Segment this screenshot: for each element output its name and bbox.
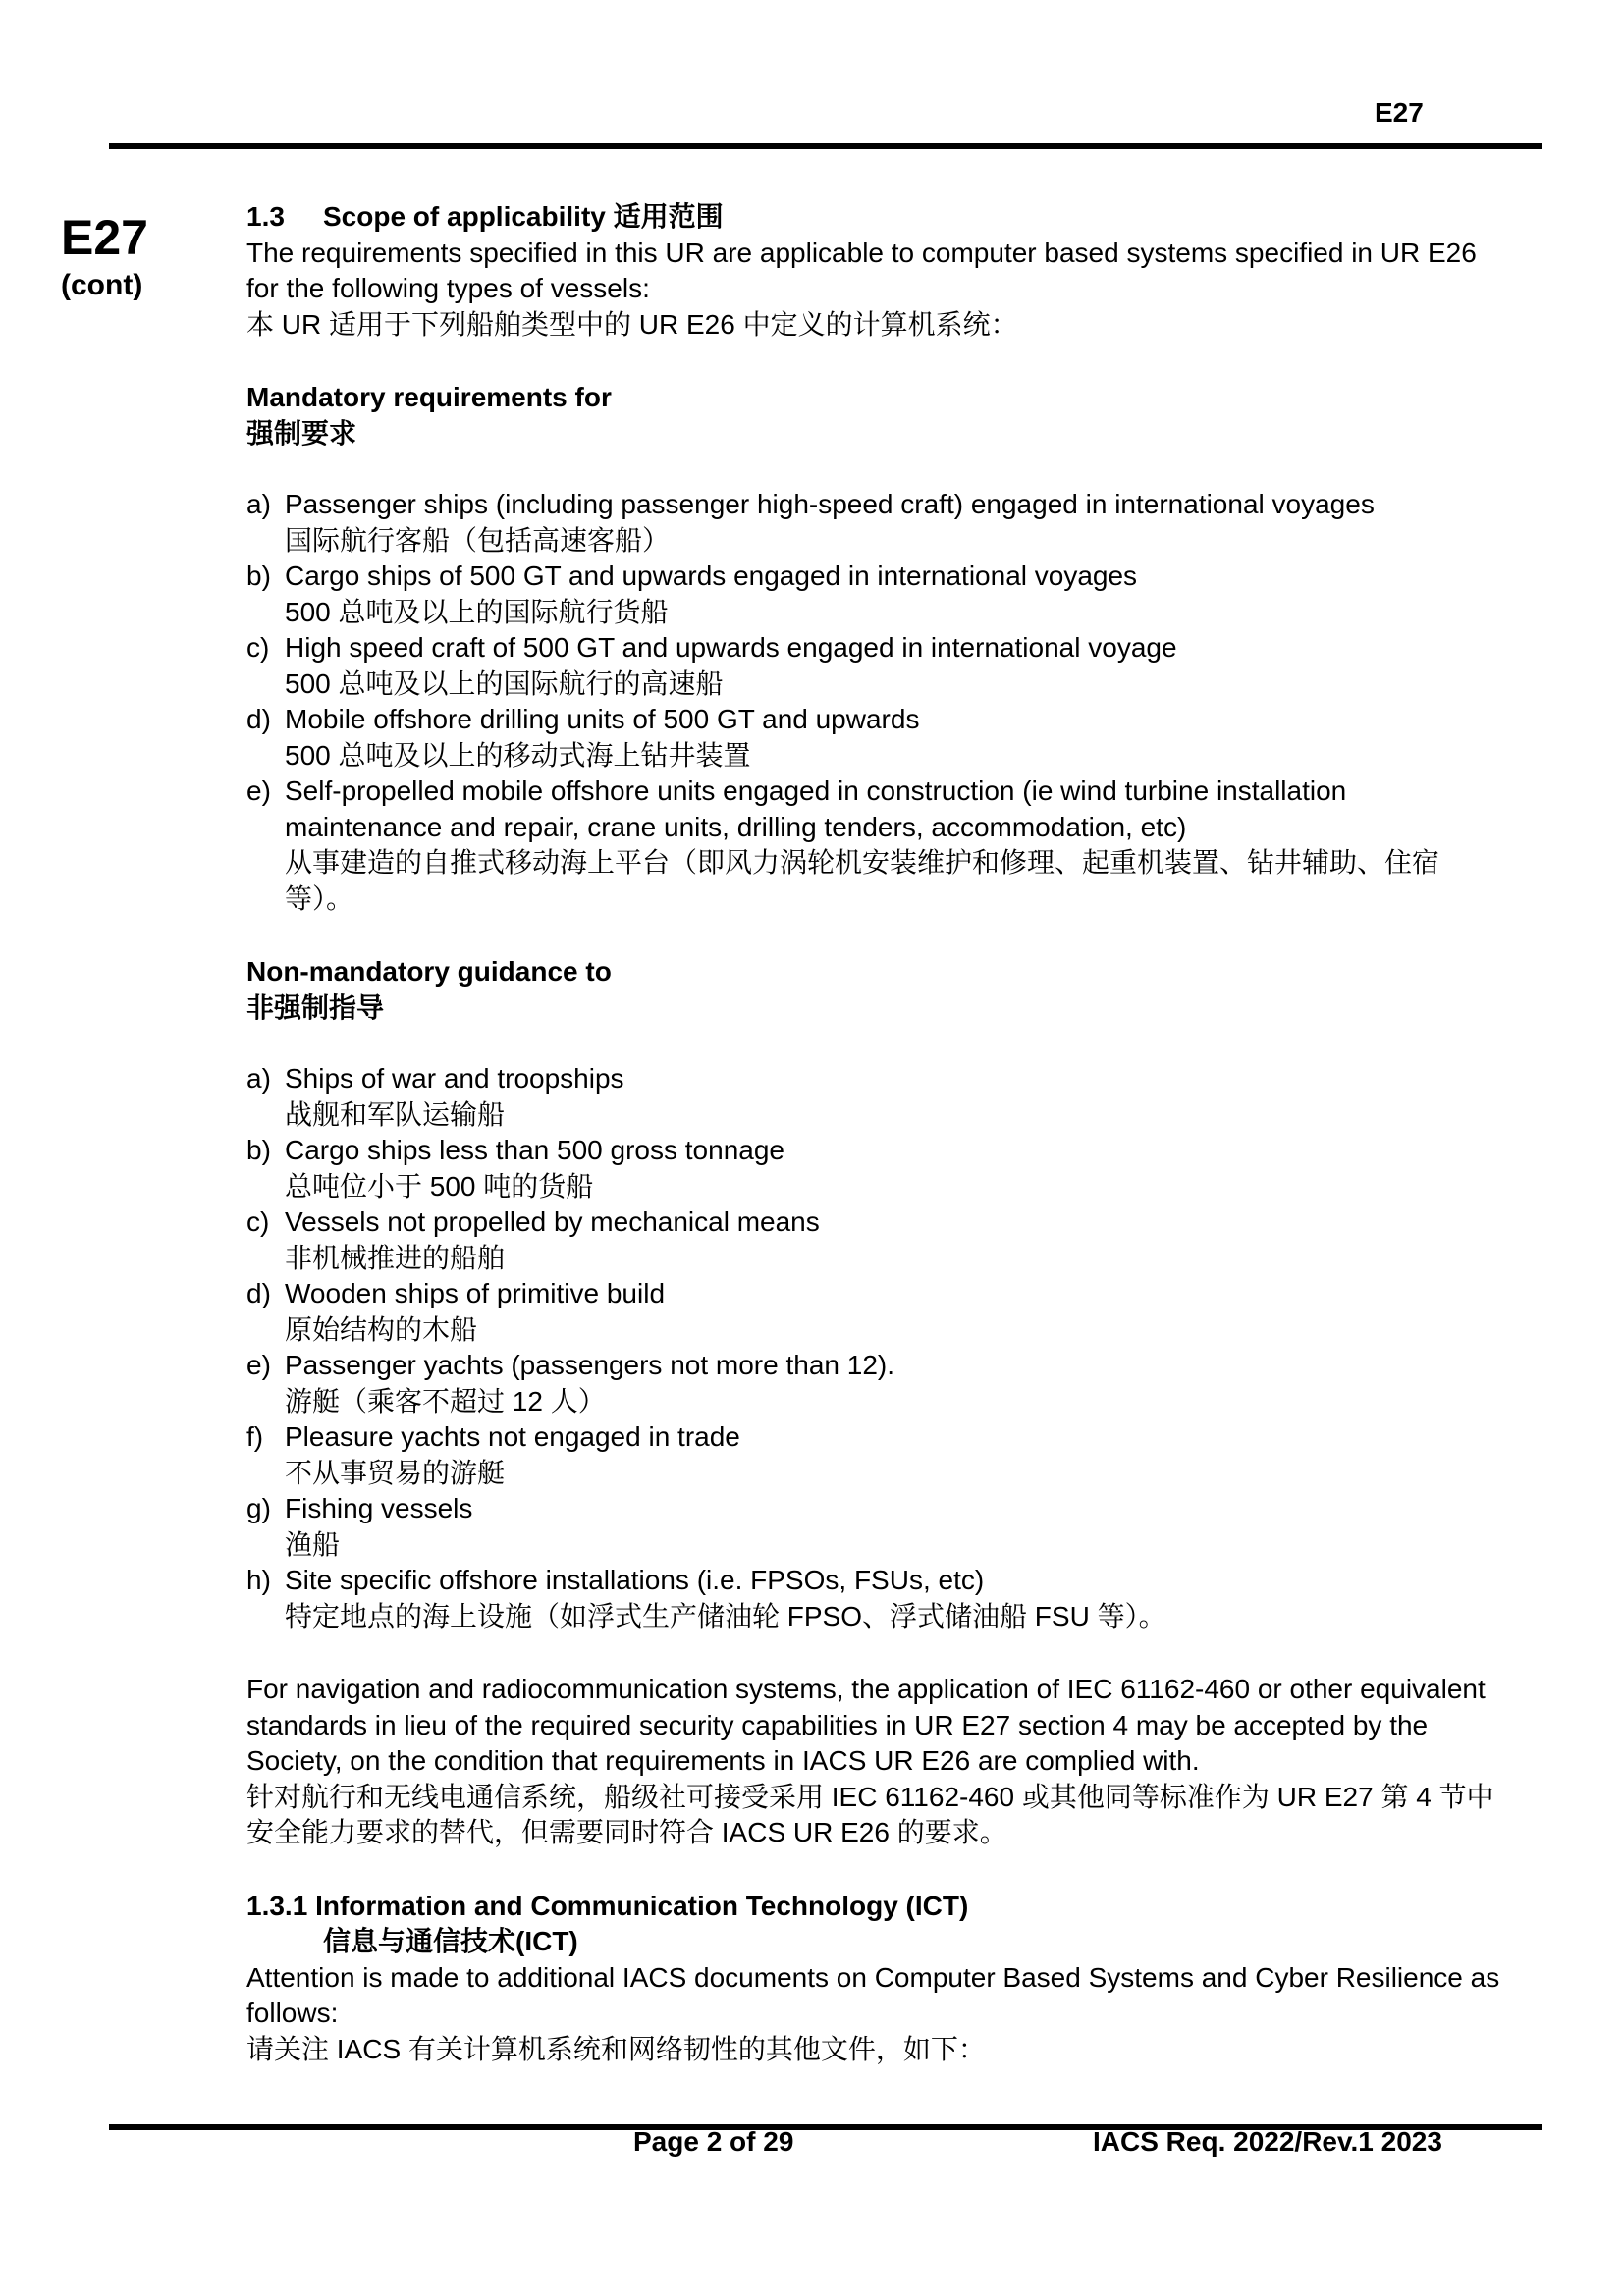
list-item-zh: 500 总吨及以上的移动式海上钻井装置 [285,739,751,771]
mandatory-list [246,487,1503,917]
list-marker: a) [246,1063,271,1094]
list-item-en: Mobile offshore drilling units of 500 GT and upwards [285,704,920,734]
main-content [246,199,1503,2067]
spacer [246,917,1503,954]
side-continued-label: (cont) [61,269,143,301]
list-item [246,1348,1503,1419]
guidance-heading-zh: 非强制指导 [246,991,385,1023]
list-item [246,630,1503,702]
list-item [246,1061,1503,1133]
list-item-en: Cargo ships less than 500 gross tonnage [285,1135,784,1165]
list-item-zh: 不从事贸易的游艇 [285,1457,506,1488]
subsection-body-en: Attention is made to additional IACS documents on Computer Based Systems and Cyber Resilience as follows: [246,1961,1500,2028]
list-item-zh: 非机械推进的船舶 [285,1242,506,1273]
section-heading [246,199,1503,236]
list-item [246,774,1503,917]
list-marker: g) [246,1493,271,1523]
list-marker: a) [246,489,271,519]
list-marker: h) [246,1565,271,1595]
list-item-zh: 国际航行客船（包括高速客船） [285,524,671,556]
list-item-zh: 500 总吨及以上的国际航行的高速船 [285,667,724,699]
list-item-en: Cargo ships of 500 GT and upwards engaged in international voyages [285,561,1138,591]
section-intro-en: The requirements specified in this UR are applicable to computer based systems specified in UR E26 for the following types of vessels: [246,237,1477,303]
subsection-number: 1.3.1 [246,1890,308,1921]
mandatory-heading-zh: 强制要求 [246,417,357,449]
spacer [246,1026,1503,1061]
list-item-en: Site specific offshore installations (i.e. FPSOs, FSUs, etc) [285,1565,985,1595]
header-document-code: E27 [1375,97,1424,128]
guidance-heading-en: Non-mandatory guidance to [246,956,612,987]
list-item-zh: 从事建造的自推式移动海上平台（即风力涡轮机安装维护和修理、起重机装置、钻井辅助、住宿等）。 [285,847,1440,914]
list-item [246,487,1503,559]
list-marker: d) [246,1278,271,1308]
list-item-zh: 总吨位小于 500 吨的货船 [285,1170,594,1201]
list-item [246,1419,1503,1491]
list-item-zh: 原始结构的木船 [285,1313,478,1345]
list-marker: e) [246,1350,271,1380]
list-marker: f) [246,1421,264,1452]
subsection-title-en: Information and Communication Technology (ICT) [315,1890,969,1921]
list-item [246,1491,1503,1563]
spacer [246,1851,1503,1889]
list-item-en: Wooden ships of primitive build [285,1278,666,1308]
list-item-en: Vessels not propelled by mechanical means [285,1206,820,1237]
navigation-paragraph-en: For navigation and radiocommunication systems, the application of IEC 61162-460 or other equivalent standards in lieu of the required security capabilities in UR E27 section 4 may be accepted by the Society, on the condition that requirements in IACS UR E26 are complied with. [246,1674,1486,1776]
list-item-zh: 游艇（乘客不超过 12 人） [285,1385,606,1416]
header-rule [109,143,1542,149]
list-item-en: High speed craft of 500 GT and upwards engaged in international voyage [285,632,1177,663]
section-title: Scope of applicability 适用范围 [323,201,724,232]
list-item-zh: 战舰和军队运输船 [285,1098,506,1130]
list-item [246,702,1503,774]
subsection-title-zh: 信息与通信技术(ICT) [323,1926,578,1956]
footer-document-reference: IACS Req. 2022/Rev.1 2023 [1093,2126,1442,2157]
list-marker: b) [246,561,271,591]
list-item [246,1276,1503,1348]
list-item-zh: 500 总吨及以上的国际航行货船 [285,596,669,627]
list-marker: c) [246,632,270,663]
list-marker: e) [246,775,271,806]
navigation-paragraph-zh: 针对航行和无线电通信系统，船级社可接受采用 IEC 61162-460 或其他同等标准作为 UR E27 第 4 节中安全能力要求的替代，但需要同时符合 IACS UR E26 的要求。 [246,1781,1494,1847]
list-item [246,559,1503,630]
list-item-en: Pleasure yachts not engaged in trade [285,1421,740,1452]
spacer [246,343,1503,380]
list-marker: d) [246,704,271,734]
subsection-heading [246,1889,1503,1925]
section-intro-zh: 本 UR 适用于下列船舶类型中的 UR E26 中定义的计算机系统： [246,308,1018,340]
list-item-en: Passenger ships (including passenger high-speed craft) engaged in international voyages [285,489,1375,519]
list-item-zh: 渔船 [285,1528,341,1560]
subsection-body-zh: 请关注 IACS 有关计算机系统和网络韧性的其他文件，如下： [246,2033,986,2064]
spacer [246,1634,1503,1672]
list-item [246,1563,1503,1634]
list-item [246,1133,1503,1204]
list-item-en: Fishing vessels [285,1493,473,1523]
side-document-code: E27 [61,210,148,265]
footer-page-number: Page 2 of 29 [633,2126,794,2157]
mandatory-heading-en: Mandatory requirements for [246,382,612,412]
list-item-zh: 特定地点的海上设施（如浮式生产储油轮 FPSO、浮式储油船 FSU 等）。 [285,1600,1166,1631]
list-item-en: Passenger yachts (passengers not more than 12). [285,1350,895,1380]
subsection-heading-zh [246,1924,1503,1960]
list-item [246,1204,1503,1276]
spacer [246,452,1503,487]
list-item-en: Self-propelled mobile offshore units engaged in construction (ie wind turbine installation maintenance and repair, crane units, drilling tenders, accommodation, etc) [285,775,1347,842]
list-item-en: Ships of war and troopships [285,1063,624,1094]
list-marker: b) [246,1135,271,1165]
list-marker: c) [246,1206,270,1237]
guidance-list [246,1061,1503,1634]
section-number: 1.3 [246,201,285,232]
